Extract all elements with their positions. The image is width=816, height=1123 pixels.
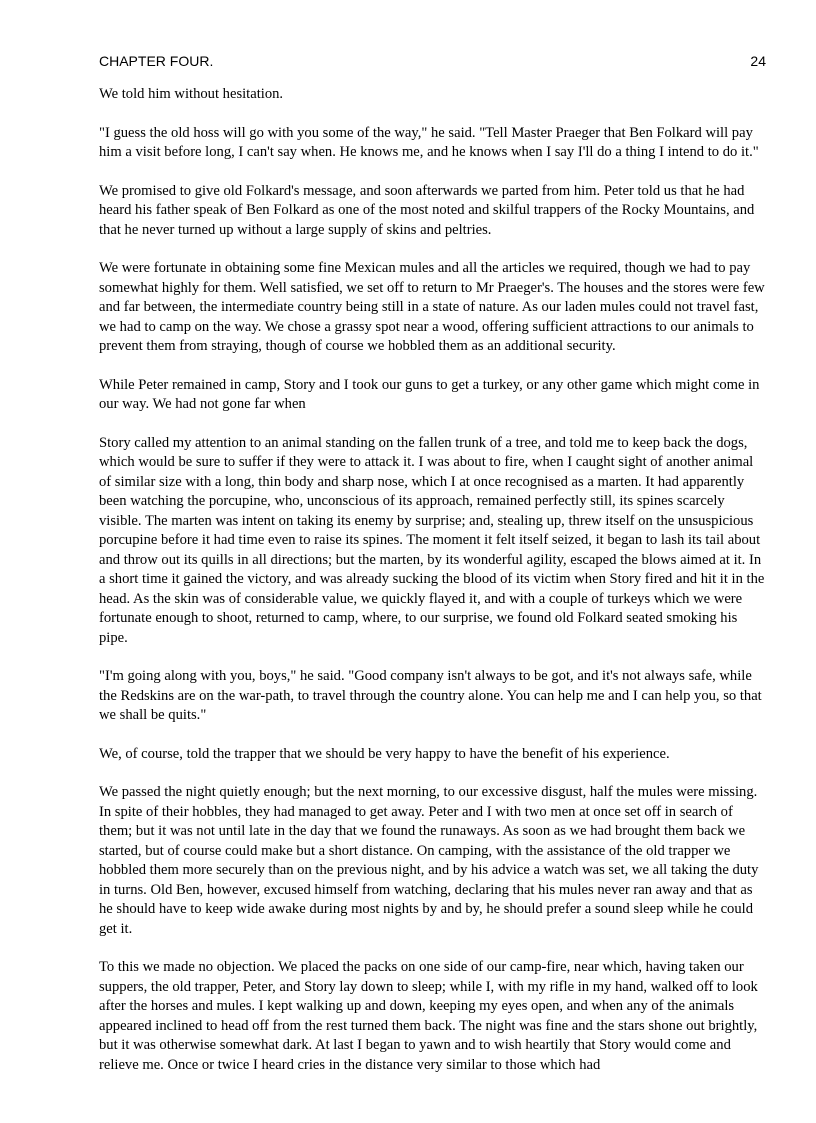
paragraph: We passed the night quietly enough; but the next morning, to our excessive disgust, half the mules were missing. In spite of their hobbles, they had managed to get away. Peter and I with two men at once set off in search of them; but it was not until late in the day that we found the runaways. As soon as we had brought them back we started, but of course could make but a short distance. On camping, with the assistance of the old trapper we hobbled them more securely than on the previous night, and by his advice a watch was set, we all taking the duty in turns. Old Ben, however, excused himself from watching, declaring that his mules never ran away and that as he should have to keep wide awake during most nights by and by, he should prefer a sound sleep while he could get it. [99,784,759,937]
paragraph: We told him without hesitation. [99,86,284,102]
paragraph: We, of course, told the trapper that we should be very happy to have the benefit of his experience. [99,745,670,762]
paragraph: We promised to give old Folkard's message, and soon afterwards we parted from him. Peter told us that he had heard his father speak of Ben Folkard as one of the most noted and skilful trappers of the Rocky Mountains, and that he never turned up without a large supply of skins and peltries. [99,182,755,238]
paragraph: Story called my attention to an animal standing on the fallen trunk of a tree, and told me to keep back the dogs, which would be sure to suffer if they were to attack it. I was about to fire, when I caught sight of another animal of similar size with a long, thin body and sharp nose, which I at once recognised as a marten. It had apparently been watching the porcupine, who, unconscious of its approach, remained perfectly still, its spines scarcely visible. The marten was intent on taking its enemy by surprise; and, stealing up, threw itself on the unsuspicious porcupine before it had time even to raise its spines. The moment it felt itself seized, it began to lash its tail about and throw out its quills in all directions; but the marten, by its wonderful agility, escaped the blows aimed at it. In a short time it gained the victory, and was already sucking the blood of its victim when Story fired and hit it in the head. As the skin was of considerable value, we quickly flayed it, and with a couple of turkeys which we were fortunate enough to shoot, returned to camp, where, to our surprise, we found old Folkard seated smoking his pipe. [99,434,765,646]
page-header [99,53,766,71]
chapter-title: CHAPTER FOUR. [99,53,214,69]
page-body [99,85,769,1094]
paragraph: We were fortunate in obtaining some fine Mexican mules and all the articles we required, though we had to pay somewhat highly for them. Well satisfied, we set off to return to Mr Praeger's. The houses and the stores were few and far between, the intermediate country being still in a state of nature. As our laden mules could not travel fast, we had to camp on the way. We chose a grassy spot near a wood, offering sufficient attractions to our animals to prevent them from straying, though of course we hobbled them as an additional security. [99,260,765,354]
paragraph: While Peter remained in camp, Story and I took our guns to get a turkey, or any other game which might come in our way. We had not gone far when [99,376,760,412]
paragraph: To this we made no objection. We placed the packs on one side of our camp-fire, near which, having taken our suppers, the old trapper, Peter, and Story lay down to sleep; while I, with my rifle in my hand, walked off to look after the horses and mules. I kept walking up and down, keeping my eyes open, and when any of the animals appeared inclined to head off from the rest turned them back. The night was fine and the stars shone out brightly, but it was otherwise somewhat dark. At last I began to yawn and to wish heartily that Story would come and relieve me. Once or twice I heard cries in the distance very similar to those which had [99,959,758,1073]
page-number: 24 [750,53,766,69]
paragraph: "I'm going along with you, boys," he said. "Good company isn't always to be got, and it's not always safe, while the Redskins are on the war-path, to travel through the country alone. You can help me and I can help you, so that we shall be quits." [99,668,762,723]
paragraph: "I guess the old hoss will go with you some of the way," he said. "Tell Master Praeger that Ben Folkard will pay him a visit before long, I can't say when. He knows me, and he knows when I say I'll do a thing I intend to do it." [99,124,759,160]
